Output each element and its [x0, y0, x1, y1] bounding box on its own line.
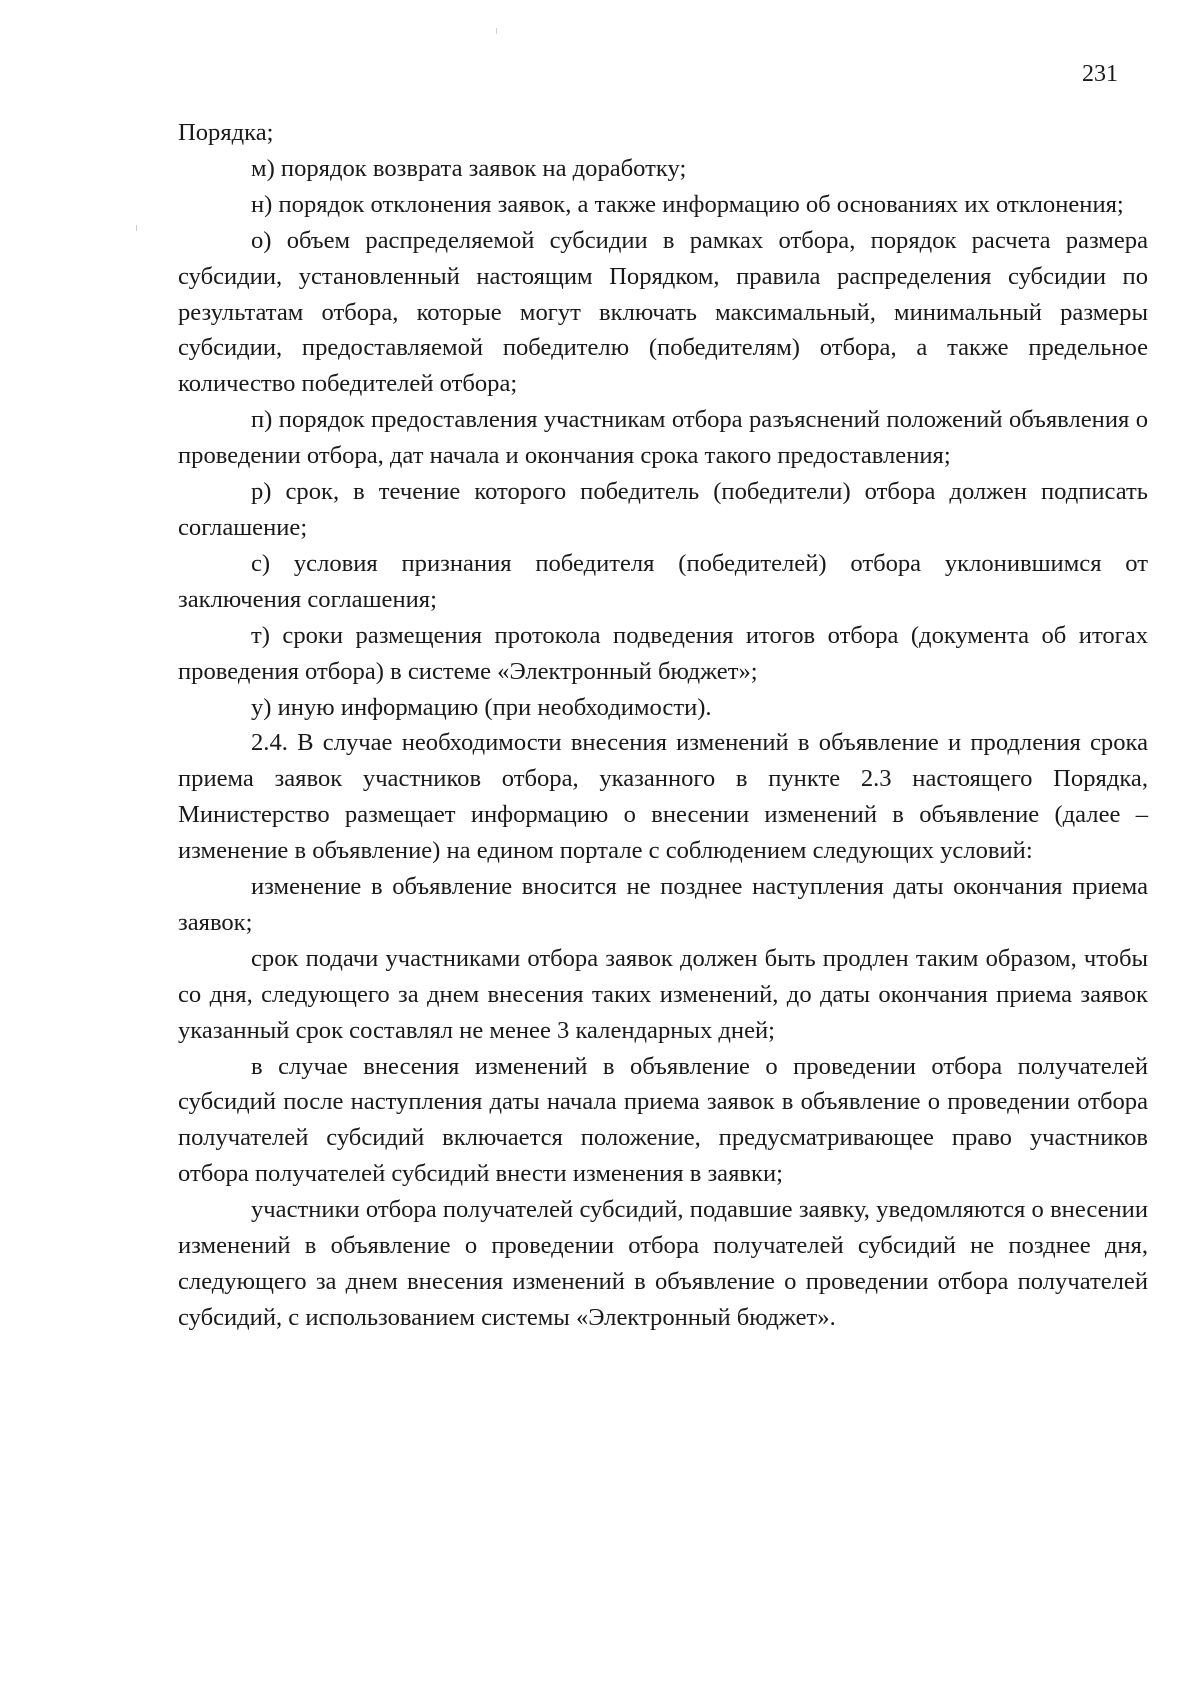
- paragraph: срок подачи участниками отбора заявок должен быть продлен таким образом, чтобы со дня, следующего за днем внесения таких изменений, до даты окончания приема заявок указанный срок составлял не менее 3 календарных дней;: [178, 944, 1148, 1044]
- paragraph: у) иную информацию (при необходимости).: [251, 693, 712, 721]
- paragraph: о) объем распределяемой субсидии в рамках отбора, порядок расчета размера субсидии, установленный настоящим Порядком, правила распределения субсидии по результатам отбора, которые могут включать максимальный, минимальный размеры субсидии, предоставляемой победителю (победителям) отбора, а также предельное количество победителей отбора;: [178, 226, 1148, 398]
- scan-artifact-mark: [496, 28, 497, 34]
- paragraph: н) порядок отклонения заявок, а также информацию об основаниях их отклонения;: [251, 190, 1124, 218]
- paragraph: т) сроки размещения протокола подведения итогов отбора (документа об итогах проведения отбора) в системе «Электронный бюджет»;: [178, 621, 1148, 685]
- paragraph: м) порядок возврата заявок на доработку;: [251, 154, 687, 182]
- scan-artifact-mark: [136, 225, 137, 231]
- page-number: 231: [1082, 61, 1118, 87]
- paragraph: п) порядок предоставления участникам отбора разъяснений положений объявления о проведении отбора, дат начала и окончания срока такого предоставления;: [178, 406, 1148, 470]
- paragraph: 2.4. В случае необходимости внесения изменений в объявление и продления срока приема заявок участников отбора, указанного в пункте 2.3 настоящего Порядка, Министерство размещает информацию о внесении изменений в объявление (далее – изменение в объявление) на едином портале с соблюдением следующих условий:: [178, 729, 1148, 865]
- document-body: [178, 115, 1148, 1336]
- paragraph: р) срок, в течение которого победитель (победители) отбора должен подписать соглашение;: [178, 478, 1148, 541]
- paragraph: Порядка;: [178, 119, 274, 146]
- paragraph: изменение в объявление вносится не позднее наступления даты окончания приема заявок;: [178, 873, 1148, 936]
- paragraph: участники отбора получателей субсидий, подавшие заявку, уведомляются о внесении изменений в объявление о проведении отбора получателей субсидий не позднее дня, следующего за днем внесения изменений в объявление о проведении отбора получателей субсидий, с использованием системы «Электронный бюджет».: [178, 1196, 1148, 1331]
- paragraph: с) условия признания победителя (победителей) отбора уклонившимся от заключения соглашения;: [178, 549, 1148, 613]
- paragraph: в случае внесения изменений в объявление о проведении отбора получателей субсидий после наступления даты начала приема заявок в объявление о проведении отбора получателей субсидий включается положение, предусматривающее право участников отбора получателей субсидий внести изменения в заявки;: [178, 1052, 1148, 1188]
